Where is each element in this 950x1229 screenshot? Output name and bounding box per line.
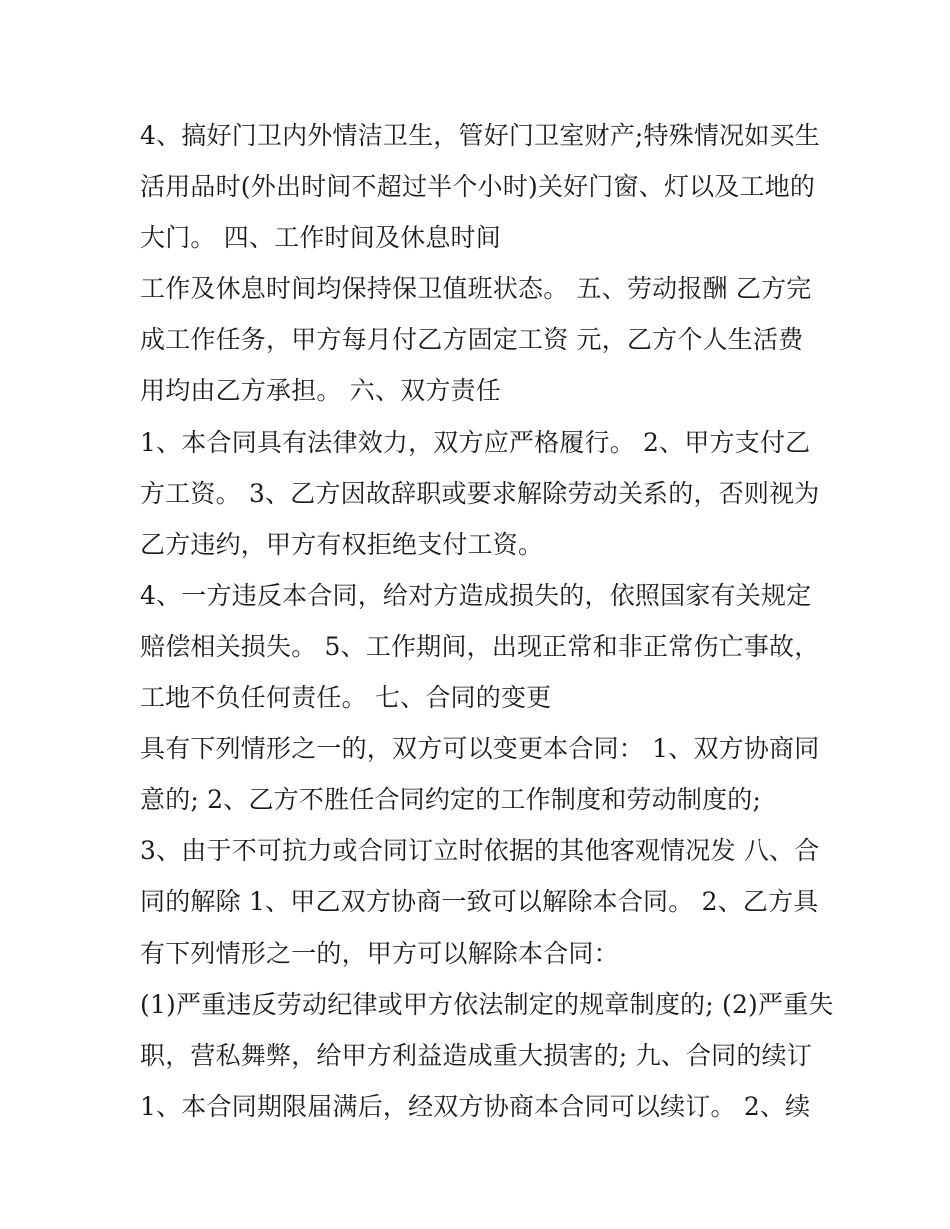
text-line: 有下列情形之一的，甲方可以解除本合同： xyxy=(140,938,619,968)
text-line: 3、由于不可抗力或合同订立时依据的其他客观情况发 八、合 xyxy=(140,836,820,866)
text-line: 具有下列情形之一的，双方可以变更本合同： 1、双方协商同 xyxy=(140,734,820,764)
text-line: 大门。 四、工作时间及休息时间 xyxy=(140,223,501,253)
text-line: 乙方违约，甲方有权拒绝支付工资。 xyxy=(140,529,544,559)
text-line: 方工资。 3、乙方因故辞职或要求解除劳动关系的，否则视为 xyxy=(140,478,820,508)
text-line: 4、一方违反本合同，给对方造成损失的，依照国家有关规定 xyxy=(140,580,812,610)
text-line: 1、本合同具有法律效力，双方应严格履行。 2、甲方支付乙 xyxy=(140,427,811,457)
text-line: 职，营私舞弊，给甲方利益造成重大损害的; 九、合同的续订 xyxy=(140,1040,812,1070)
text-line: 工作及休息时间均保持保卫值班状态。 五、劳动报酬 乙方完 xyxy=(140,274,812,304)
text-line: 成工作任务，甲方每月付乙方固定工资 元，乙方个人生活费 xyxy=(140,325,804,355)
text-line: 赔偿相关损失。 5、工作期间，出现正常和非正常伤亡事故， xyxy=(140,631,820,661)
text-line: 4、搞好门卫内外情洁卫生，管好门卫室财产;特殊情况如买生 xyxy=(140,121,820,150)
text-line: 用均由乙方承担。 六、双方责任 xyxy=(140,376,501,406)
text-line: 意的; 2、乙方不胜任合同约定的工作制度和劳动制度的; xyxy=(140,785,762,815)
text-line: 活用品时(外出时间不超过半个小时)关好门窗、灯以及工地的 xyxy=(140,172,816,202)
text-line: 1、本合同期限届满后，经双方协商本合同可以续订。 2、续 xyxy=(140,1091,811,1121)
text-line: 工地不负任何责任。 七、合同的变更 xyxy=(140,683,552,713)
contract-text-body xyxy=(140,110,834,1132)
text-line: 同的解除 1、甲乙双方协商一致可以解除本合同。 2、乙方具 xyxy=(140,887,819,917)
text-line: (1)严重违反劳动纪律或甲方依法制定的规章制度的; (2)严重失 xyxy=(140,989,834,1019)
